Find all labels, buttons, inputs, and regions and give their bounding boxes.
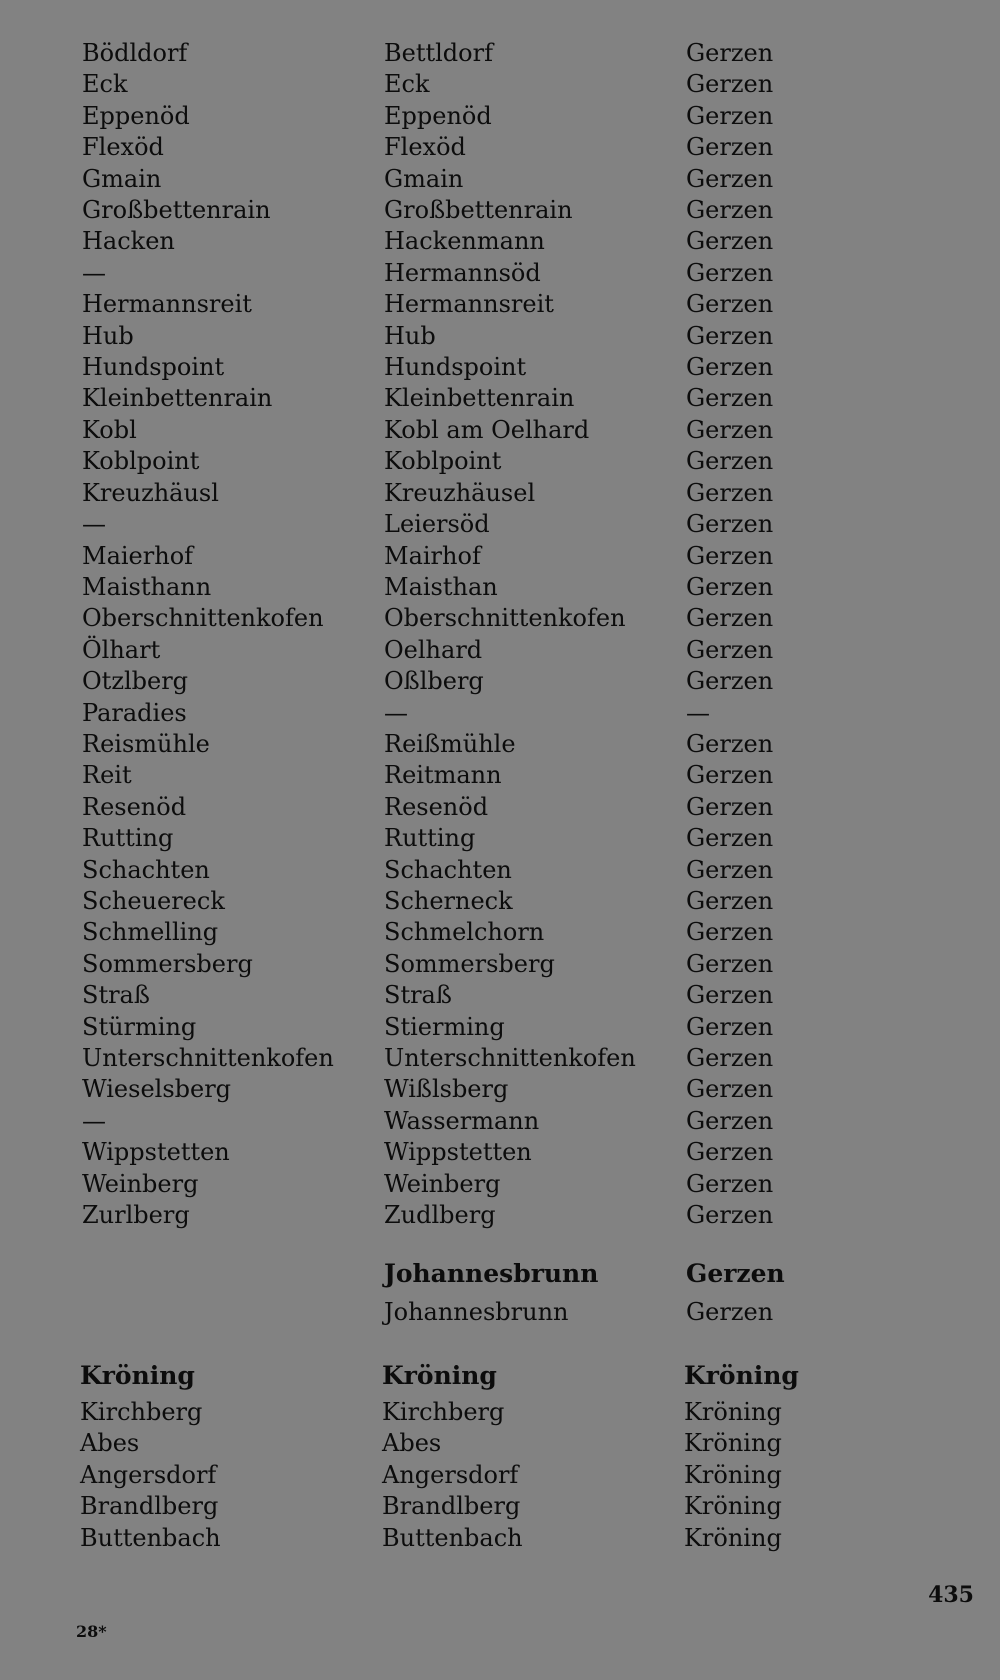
parish-cell: Gerzen	[686, 604, 774, 633]
table-row	[82, 855, 836, 886]
parish-cell: Gerzen	[686, 855, 774, 884]
place-name-table	[82, 38, 836, 1231]
table-row	[82, 69, 836, 100]
table-row	[82, 101, 836, 132]
place-name-cell: Straß	[384, 981, 452, 1010]
place-name-cell: Sommersberg	[384, 949, 555, 978]
old-name-cell: Großbettenrain	[82, 196, 271, 225]
parish-cell: Gerzen	[686, 761, 774, 790]
old-name-cell: —	[82, 1106, 106, 1135]
old-name-cell: Kreuzhäusl	[82, 478, 219, 507]
old-name-cell: Ölhart	[82, 635, 161, 664]
place-name-cell: Resenöd	[384, 792, 489, 821]
parish-cell: Gerzen	[686, 1075, 774, 1104]
table-row	[82, 258, 836, 289]
place-name-cell: Wippstetten	[384, 1138, 532, 1167]
parish-cell: Gerzen	[686, 384, 774, 413]
section-heading-kroening-col3: Kröning	[684, 1361, 799, 1390]
place-name-cell: Scherneck	[384, 886, 513, 915]
place-name-cell: Maisthan	[384, 572, 498, 601]
place-name-cell: Mairhof	[384, 541, 481, 570]
parish-cell: Gerzen	[686, 541, 774, 570]
section-heading-kroening-col2: Kröning	[382, 1361, 497, 1390]
old-name-cell: Koblpoint	[82, 447, 200, 476]
old-name-cell: Buttenbach	[80, 1523, 221, 1552]
place-name-cell: Hermannsreit	[384, 290, 554, 319]
parish-cell: Kröning	[684, 1398, 782, 1426]
table-row	[80, 1523, 834, 1554]
table-row	[82, 823, 836, 854]
parish-cell: Gerzen	[686, 290, 774, 319]
parish-cell: Gerzen	[686, 635, 774, 664]
table-row	[80, 1491, 834, 1522]
old-name-cell: —	[82, 510, 106, 539]
table-row	[82, 1169, 836, 1200]
table-row	[82, 729, 836, 760]
kroening-table	[80, 1397, 834, 1554]
parish-cell: Gerzen	[686, 478, 774, 507]
place-name-cell: Oberschnittenkofen	[384, 604, 626, 633]
place-name-cell: —	[384, 698, 408, 727]
table-row	[82, 38, 836, 69]
old-name-cell: Wieselsberg	[82, 1075, 232, 1104]
place-name-cell: Oelhard	[384, 635, 483, 664]
table-row	[82, 603, 836, 634]
table-row	[82, 917, 836, 948]
parish-cell: Gerzen	[686, 886, 774, 915]
table-row	[82, 446, 836, 477]
table-row	[82, 321, 836, 352]
old-name-cell: Weinberg	[82, 1169, 199, 1198]
table-row	[82, 980, 836, 1011]
parish-cell: Gerzen	[686, 227, 774, 256]
old-name-cell: Resenöd	[82, 792, 187, 821]
table-row	[82, 478, 836, 509]
parish-cell: Gerzen	[686, 321, 774, 350]
place-name-cell: Rutting	[384, 824, 476, 853]
section-heading-kroening-col1: Kröning	[80, 1361, 195, 1390]
parish-cell: Gerzen	[686, 1169, 774, 1198]
old-name-cell: Zurlberg	[82, 1201, 190, 1230]
place-name-cell: Oßlberg	[384, 667, 484, 696]
johannesbrunn-row-name: Johannesbrunn	[384, 1298, 569, 1326]
parish-cell: Gerzen	[686, 258, 774, 287]
old-name-cell: Maisthann	[82, 572, 212, 601]
table-row	[82, 760, 836, 791]
old-name-cell: Reismühle	[82, 729, 210, 758]
old-name-cell: Schmelling	[82, 918, 219, 947]
parish-cell: Kröning	[684, 1523, 782, 1552]
old-name-cell: Angersdorf	[80, 1460, 217, 1489]
place-name-cell: Wassermann	[384, 1106, 540, 1135]
table-row	[82, 1012, 836, 1043]
place-name-rows	[82, 38, 836, 1231]
old-name-cell: —	[82, 258, 106, 287]
place-name-cell: Unterschnittenkofen	[384, 1044, 636, 1072]
place-name-cell: Zudlberg	[384, 1201, 496, 1230]
table-row	[82, 541, 836, 572]
parish-cell: Gerzen	[686, 510, 774, 539]
place-name-cell: Kleinbettenrain	[384, 384, 575, 413]
old-name-cell: Paradies	[82, 698, 187, 727]
place-name-cell: Reitmann	[384, 761, 502, 790]
parish-cell: Gerzen	[686, 1012, 774, 1041]
place-name-cell: Hub	[384, 321, 436, 350]
place-name-cell: Buttenbach	[382, 1523, 523, 1552]
place-name-cell: Stierming	[384, 1012, 505, 1041]
table-row	[82, 383, 836, 414]
table-row	[82, 132, 836, 163]
parish-cell: Gerzen	[686, 1106, 774, 1135]
old-name-cell: Wippstetten	[82, 1138, 230, 1167]
place-name-cell: Flexöd	[384, 133, 466, 162]
parish-cell: Gerzen	[686, 101, 774, 130]
johannesbrunn-row-parish: Gerzen	[686, 1298, 774, 1326]
section-heading-johannesbrunn-parish: Gerzen	[686, 1259, 785, 1288]
table-row	[82, 949, 836, 980]
parish-cell: Gerzen	[686, 949, 774, 978]
old-name-cell: Kleinbettenrain	[82, 384, 273, 413]
table-row	[80, 1460, 834, 1491]
old-name-cell: Hundspoint	[82, 353, 225, 382]
parish-cell: Kröning	[684, 1460, 782, 1489]
place-name-cell: Abes	[382, 1429, 442, 1458]
old-name-cell: Eppenöd	[82, 101, 190, 130]
table-row	[82, 1200, 836, 1231]
parish-cell: Gerzen	[686, 918, 774, 947]
parish-cell: Gerzen	[686, 1044, 774, 1072]
old-name-cell: Stürming	[82, 1012, 197, 1041]
place-name-cell: Eck	[384, 70, 430, 99]
parish-cell: Gerzen	[686, 1201, 774, 1230]
old-name-cell: Oberschnittenkofen	[82, 604, 324, 633]
old-name-cell: Gmain	[82, 164, 162, 193]
old-name-cell: Maierhof	[82, 541, 194, 570]
table-row	[82, 1074, 836, 1105]
table-row	[82, 164, 836, 195]
place-name-cell: Bettldorf	[384, 39, 493, 67]
table-row	[82, 352, 836, 383]
parish-cell: Gerzen	[686, 196, 774, 225]
table-row	[82, 509, 836, 540]
parish-cell: Gerzen	[686, 447, 774, 476]
table-row	[82, 698, 836, 729]
section-heading-johannesbrunn: Johannesbrunn	[384, 1259, 599, 1288]
old-name-cell: Schachten	[82, 855, 210, 884]
place-name-cell: Schachten	[384, 855, 512, 884]
old-name-cell: Unterschnittenkofen	[82, 1044, 334, 1072]
place-name-cell: Angersdorf	[382, 1460, 519, 1489]
old-name-cell: Kirchberg	[80, 1398, 203, 1426]
parish-cell: —	[686, 698, 710, 727]
kroening-rows	[80, 1397, 834, 1554]
table-row	[80, 1397, 834, 1428]
table-row	[82, 1137, 836, 1168]
table-row	[82, 195, 836, 226]
parish-cell: Gerzen	[686, 1138, 774, 1167]
old-name-cell: Reit	[82, 761, 132, 790]
old-name-cell: Bödldorf	[82, 39, 188, 67]
place-name-cell: Leiersöd	[384, 510, 490, 539]
place-name-cell: Koblpoint	[384, 447, 502, 476]
old-name-cell: Hub	[82, 321, 134, 350]
table-row	[82, 635, 836, 666]
place-name-cell: Gmain	[384, 164, 464, 193]
old-name-cell: Hacken	[82, 227, 175, 256]
parish-cell: Gerzen	[686, 415, 774, 444]
table-row	[82, 886, 836, 917]
place-name-cell: Kobl am Oelhard	[384, 415, 590, 444]
place-name-cell: Hermannsöd	[384, 258, 541, 287]
page-number: 435	[928, 1582, 974, 1608]
place-name-cell: Großbettenrain	[384, 196, 573, 225]
parish-cell: Kröning	[684, 1492, 782, 1521]
place-name-cell: Wißlsberg	[384, 1075, 509, 1104]
parish-cell: Gerzen	[686, 792, 774, 821]
place-name-cell: Hackenmann	[384, 227, 545, 256]
table-row	[82, 1043, 836, 1074]
table-row	[82, 666, 836, 697]
table-row	[82, 415, 836, 446]
parish-cell: Gerzen	[686, 824, 774, 853]
place-name-cell: Kirchberg	[382, 1398, 505, 1426]
table-row	[82, 289, 836, 320]
table-row	[82, 792, 836, 823]
place-name-cell: Kreuzhäusel	[384, 478, 536, 507]
place-name-cell: Weinberg	[384, 1169, 501, 1198]
place-name-cell: Schmelchorn	[384, 918, 545, 947]
table-row	[82, 226, 836, 257]
place-name-cell: Hundspoint	[384, 353, 527, 382]
place-name-cell: Reißmühle	[384, 729, 516, 758]
table-row	[80, 1428, 834, 1459]
parish-cell: Gerzen	[686, 70, 774, 99]
old-name-cell: Eck	[82, 70, 128, 99]
table-row	[82, 572, 836, 603]
place-name-cell: Brandlberg	[382, 1492, 521, 1521]
old-name-cell: Straß	[82, 981, 150, 1010]
parish-cell: Gerzen	[686, 164, 774, 193]
old-name-cell: Flexöd	[82, 133, 164, 162]
old-name-cell: Abes	[80, 1429, 140, 1458]
parish-cell: Gerzen	[686, 572, 774, 601]
parish-cell: Gerzen	[686, 39, 774, 67]
parish-cell: Gerzen	[686, 353, 774, 382]
table-row	[82, 1106, 836, 1137]
parish-cell: Gerzen	[686, 133, 774, 162]
parish-cell: Gerzen	[686, 981, 774, 1010]
old-name-cell: Kobl	[82, 415, 137, 444]
parish-cell: Kröning	[684, 1429, 782, 1458]
parish-cell: Gerzen	[686, 729, 774, 758]
place-name-cell: Eppenöd	[384, 101, 492, 130]
old-name-cell: Brandlberg	[80, 1492, 219, 1521]
old-name-cell: Sommersberg	[82, 949, 253, 978]
old-name-cell: Rutting	[82, 824, 174, 853]
printer-signature: 28*	[76, 1622, 107, 1641]
parish-cell: Gerzen	[686, 667, 774, 696]
old-name-cell: Otzlberg	[82, 667, 189, 696]
old-name-cell: Hermannsreit	[82, 290, 252, 319]
old-name-cell: Scheuereck	[82, 886, 225, 915]
